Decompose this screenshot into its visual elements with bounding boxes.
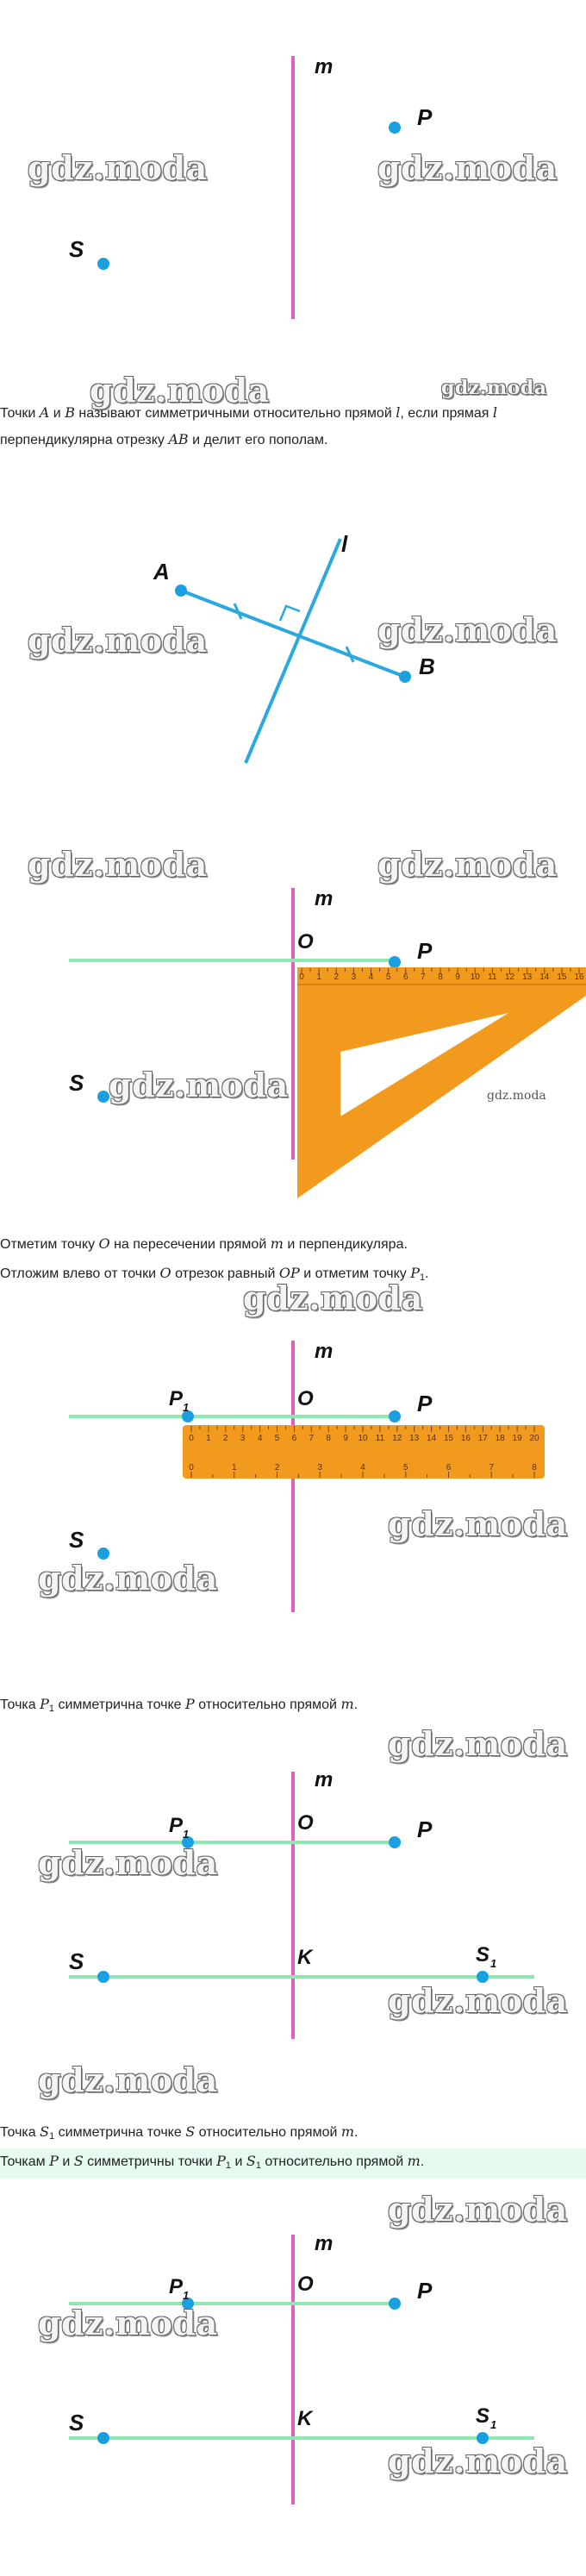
figure-3-svg xyxy=(0,836,586,1207)
label-P1: P xyxy=(169,1814,184,1837)
point-B xyxy=(399,671,411,683)
s1-symmetric-text: Точка $S_1$ симметрична точке S относительно прямой m. xyxy=(0,2123,358,2141)
point-S xyxy=(97,1971,109,1983)
watermark: gdz.moda xyxy=(388,1724,568,1763)
ruler-tick-label: 1 xyxy=(316,972,321,982)
watermark: gdz.moda xyxy=(388,1981,568,2020)
label-S1-sub: 1 xyxy=(490,1957,497,1970)
watermark: gdz.moda xyxy=(38,2060,218,2099)
ruler-tick-label: 4 xyxy=(368,972,374,982)
watermark: gdz.moda xyxy=(388,1504,568,1543)
ruler-tick-label: 18 xyxy=(495,1434,505,1443)
label-A: A xyxy=(153,559,170,585)
ruler-tick-label: 16 xyxy=(574,972,584,982)
ruler-tick-label: 15 xyxy=(443,1434,454,1443)
ruler-tick-label: 9 xyxy=(343,1434,348,1443)
ruler-tick-label: 2 xyxy=(334,972,340,982)
label-B: B xyxy=(419,653,435,679)
label-m: m xyxy=(315,1768,334,1791)
p1-symmetric-text: Точка $P_1$ симметрична точке P относительно прямой m. xyxy=(0,1696,358,1714)
label-m: m xyxy=(315,1340,334,1363)
watermark: gdz.moda xyxy=(38,1559,218,1597)
label-O: O xyxy=(297,1387,314,1410)
line-l xyxy=(246,539,340,763)
ruler-tick-label: 8 xyxy=(326,1434,331,1443)
point-S xyxy=(97,2432,109,2444)
label-S: S xyxy=(69,1948,84,1974)
ruler-tick-label: 5 xyxy=(402,1463,408,1472)
label-P1: P xyxy=(169,1387,184,1410)
label-S1-sub: 1 xyxy=(490,2418,497,2431)
watermark: gdz.moda xyxy=(377,845,558,884)
watermark: gdz.moda xyxy=(377,610,558,649)
label-K: K xyxy=(297,2407,313,2430)
figure-1 xyxy=(0,0,586,410)
ruler-tick-label: 10 xyxy=(358,1434,368,1443)
ruler-tick-label: 10 xyxy=(470,972,480,982)
watermark: gdz.moda xyxy=(38,1843,218,1882)
label-m: m xyxy=(315,55,334,78)
label-K: K xyxy=(297,1946,313,1969)
ruler-tick-label: 5 xyxy=(385,972,391,982)
watermark: gdz.moda xyxy=(243,1279,423,1317)
label-S1: S xyxy=(476,2404,490,2428)
ruler-tick-label: 6 xyxy=(402,972,408,982)
point-S xyxy=(97,1091,109,1103)
watermark: gdz.moda xyxy=(28,845,208,884)
figure-1-svg xyxy=(0,0,586,397)
ruler-tick-label: 15 xyxy=(557,972,567,982)
figure-4 xyxy=(0,1279,586,1634)
ruler-tick-label: 1 xyxy=(206,1434,211,1443)
watermark: gdz.moda xyxy=(28,148,208,187)
point-P xyxy=(389,2298,401,2310)
label-P: P xyxy=(417,1391,433,1416)
conclusion-text: Точкам P и S симметричны точки $P_1$ и $S_1$ относительно прямой m. xyxy=(0,2148,586,2179)
ruler-tick-label: 9 xyxy=(455,972,460,982)
ruler-tick-label: 4 xyxy=(257,1434,263,1443)
watermark: gdz.moda xyxy=(388,2442,568,2480)
ruler-tick-label: 16 xyxy=(460,1434,471,1443)
label-P1: P xyxy=(169,2275,184,2298)
label-P: P xyxy=(417,938,433,964)
ruler-tick-label: 11 xyxy=(488,972,497,982)
ruler-tick-label: 7 xyxy=(309,1434,315,1443)
label-S: S xyxy=(69,2410,84,2435)
label-P1-sub: 1 xyxy=(183,1401,190,1414)
ruler-tick-label: 3 xyxy=(317,1463,323,1472)
ruler-tick-label: 4 xyxy=(360,1463,365,1472)
watermark: gdz.moda xyxy=(388,2190,568,2229)
ruler-tick-label: 7 xyxy=(421,972,426,982)
ruler-tick-label: 5 xyxy=(274,1434,280,1443)
ruler-tick-label: 2 xyxy=(223,1434,228,1443)
label-S: S xyxy=(69,1070,84,1096)
figure-2 xyxy=(0,483,586,819)
ruler-tick-label: 3 xyxy=(240,1434,246,1443)
watermark: gdz.moda xyxy=(28,621,208,660)
watermark: gdz.moda xyxy=(90,371,270,410)
label-O: O xyxy=(297,930,314,953)
figure-3 xyxy=(0,836,586,1207)
ruler-tick-label: 20 xyxy=(529,1434,539,1443)
watermark: gdz.moda xyxy=(487,1089,546,1103)
label-m: m xyxy=(315,887,334,910)
ruler-tick-label: 12 xyxy=(504,972,515,982)
label-P: P xyxy=(417,104,433,130)
ruler-tick-label: 6 xyxy=(291,1434,297,1443)
point-P xyxy=(389,122,401,134)
label-P1-sub: 1 xyxy=(183,1828,190,1841)
ruler-tick-label: 12 xyxy=(392,1434,402,1443)
watermark: gdz.moda xyxy=(377,148,558,187)
ruler-tick-label: 19 xyxy=(512,1434,522,1443)
ruler-tick-label: 13 xyxy=(409,1434,420,1443)
ruler-tick-label: 14 xyxy=(427,1434,437,1443)
figure-6 xyxy=(0,2190,586,2569)
label-m: m xyxy=(315,2232,334,2255)
point-S xyxy=(97,258,109,270)
watermark: gdz.moda xyxy=(109,1066,289,1104)
watermark: gdz.moda xyxy=(38,2304,218,2342)
label-S: S xyxy=(69,1527,84,1553)
point-A xyxy=(175,585,187,597)
ruler-tick-label: 0 xyxy=(189,1463,194,1472)
label-P: P xyxy=(417,2278,433,2304)
step1-text: Отметим точку O на пересечении прямой m и перпендикуляра. xyxy=(0,1235,408,1252)
point-P xyxy=(389,1836,401,1848)
label-P1-sub: 1 xyxy=(183,2289,190,2302)
step2-text: Отложим влево от точки O отрезок равный OP и отметим точку $P_1$. xyxy=(0,1265,429,1283)
point-P xyxy=(389,1410,401,1422)
ruler-tick-label: 8 xyxy=(438,972,443,982)
label-S: S xyxy=(69,236,84,262)
figure-5 xyxy=(0,1724,586,2099)
watermark: gdz.moda xyxy=(441,377,547,399)
ruler-tick-label: 6 xyxy=(446,1463,452,1472)
ruler-tick-label: 1 xyxy=(231,1463,237,1472)
ruler-tick-label: 17 xyxy=(477,1434,488,1443)
right-angle-mark xyxy=(280,606,300,621)
figure-6-svg xyxy=(0,2190,586,2569)
ruler-tick-label: 0 xyxy=(299,972,304,982)
segment-AB xyxy=(181,591,405,677)
label-O: O xyxy=(297,2273,314,2296)
ruler-tick-label: 8 xyxy=(532,1463,537,1472)
ruler-tick-label: 2 xyxy=(274,1463,280,1472)
ruler-tick-label: 14 xyxy=(539,972,550,982)
point-S xyxy=(97,1547,109,1560)
label-P: P xyxy=(417,1816,433,1842)
ruler-tick-label: 3 xyxy=(351,972,357,982)
label-l: l xyxy=(341,531,348,557)
definition-text: Точки A и B называют симметричными относительно прямой l, если прямая l перпендикулярна отрезку AB и делит его пополам. xyxy=(0,404,498,447)
ruler-tick-label: 0 xyxy=(189,1434,194,1443)
ruler-tick-label: 7 xyxy=(489,1463,495,1472)
point-P xyxy=(389,956,401,968)
ruler-tick-label: 13 xyxy=(522,972,533,982)
ruler-tick-label: 11 xyxy=(375,1434,385,1443)
label-O: O xyxy=(297,1811,314,1835)
label-S1: S xyxy=(476,1943,490,1966)
